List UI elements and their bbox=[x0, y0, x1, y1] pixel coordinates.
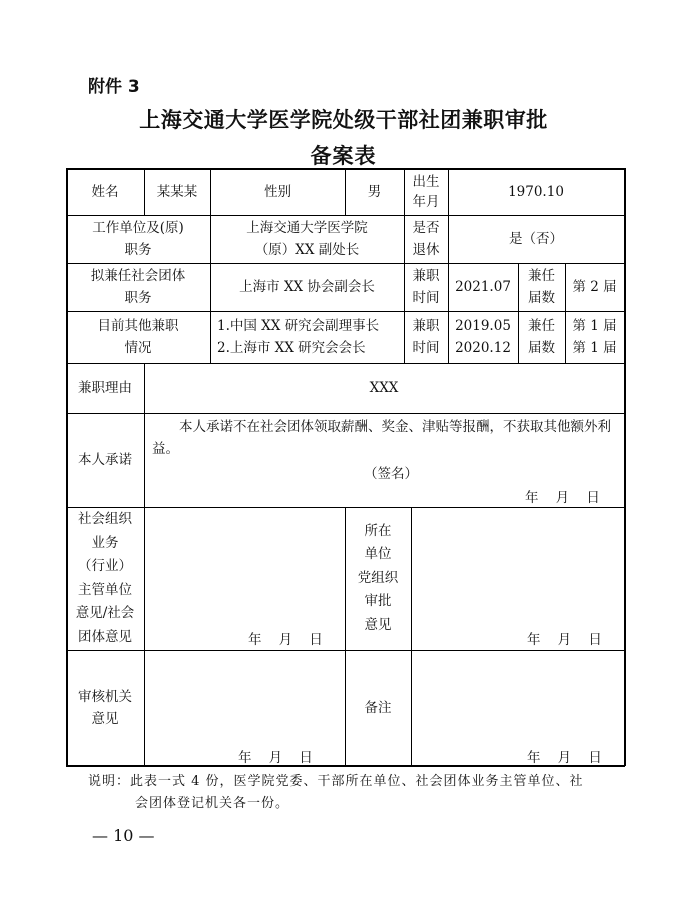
party-label-line3: 党组织 bbox=[357, 569, 399, 586]
birth-value: 1970.10 bbox=[508, 183, 564, 200]
note-line1: 说明：此表一式 4 份，医学院党委、干部所在单位、社会团体业务主管单位、社 bbox=[88, 774, 584, 789]
supervisor-label-line2: 业务 bbox=[91, 534, 119, 551]
post-label-line1: 拟兼任社会团体 bbox=[90, 268, 186, 284]
other-term-label bbox=[518, 311, 565, 363]
post-term-value: 第 2 届 bbox=[572, 279, 617, 295]
birth-label-line2: 年月 bbox=[412, 193, 440, 210]
post-term-label-line2: 届数 bbox=[528, 290, 555, 306]
other-term-value-line1: 第 1 届 bbox=[572, 318, 617, 334]
gender-value: 男 bbox=[367, 183, 382, 200]
party-label-line1: 所在 bbox=[364, 522, 392, 539]
other-label-line1: 目前其他兼职 bbox=[97, 318, 179, 334]
form-subtitle: 备案表 bbox=[310, 143, 377, 168]
other-term-value bbox=[565, 311, 624, 363]
unit-value bbox=[210, 215, 404, 263]
promise-date: 年 月 日 bbox=[525, 490, 600, 506]
post-term-label-line1: 兼任 bbox=[528, 268, 555, 284]
review-label-line2: 意见 bbox=[91, 710, 119, 727]
retired-label bbox=[404, 215, 448, 263]
other-value-line2: 2.上海市 XX 研究会会长 bbox=[217, 340, 366, 356]
other-label-line2: 情况 bbox=[124, 340, 152, 356]
unit-label-line2: 职务 bbox=[124, 242, 152, 258]
promise-text: 本人承诺不在社会团体领取薪酬、奖金、津贴等报酬，不获取其他额外利益。 bbox=[152, 419, 611, 457]
post-time-label-line1: 兼职 bbox=[412, 268, 440, 284]
other-term-label-line2: 届数 bbox=[528, 340, 555, 356]
supervisor-opinion-date: 年 月 日 bbox=[248, 632, 323, 648]
birth-label-line1: 出生 bbox=[412, 173, 440, 190]
post-label-line2: 职务 bbox=[124, 290, 152, 306]
post-term-label bbox=[518, 263, 565, 311]
supervisor-label-line6: 团体意见 bbox=[78, 628, 132, 645]
party-opinion-label bbox=[345, 507, 411, 650]
form-title: 上海交通大学医学院处级干部社团兼职审批 bbox=[139, 107, 548, 132]
name-value: 某某某 bbox=[156, 183, 198, 200]
post-time-value: 2021.07 bbox=[455, 279, 511, 295]
unit-value-line2: （原）XX 副处长 bbox=[254, 242, 360, 258]
note-line2: 会团体登记机关各一份。 bbox=[135, 796, 290, 811]
party-label-line5: 意见 bbox=[364, 616, 392, 633]
birth-label bbox=[404, 168, 448, 215]
gender-label: 性别 bbox=[264, 183, 291, 200]
other-time-label-line2: 时间 bbox=[412, 340, 440, 356]
unit-value-line1: 上海交通大学医学院 bbox=[246, 220, 368, 236]
attachment-label: 附件 3 bbox=[88, 77, 140, 97]
retired-label-line2: 退休 bbox=[412, 242, 440, 258]
remarks-date: 年 月 日 bbox=[527, 750, 602, 766]
other-time-value-line2: 2020.12 bbox=[455, 340, 511, 356]
retired-label-line1: 是否 bbox=[412, 220, 440, 236]
supervisor-label-line3: （行业） bbox=[78, 558, 132, 574]
supervisor-label-line1: 社会组织 bbox=[78, 511, 132, 527]
party-label-line4: 审批 bbox=[364, 593, 392, 610]
name-label: 姓名 bbox=[91, 183, 119, 200]
post-time-label-line2: 时间 bbox=[412, 290, 440, 306]
other-time-value bbox=[448, 311, 518, 363]
promise-signature: （签名） bbox=[364, 466, 418, 482]
other-value bbox=[210, 311, 404, 363]
reason-label: 兼职理由 bbox=[78, 380, 132, 396]
unit-label bbox=[66, 215, 210, 263]
retired-value: 是（否） bbox=[509, 231, 563, 247]
review-opinion-date: 年 月 日 bbox=[238, 750, 313, 766]
post-value: 上海市 XX 协会副会长 bbox=[239, 279, 375, 295]
party-opinion-date: 年 月 日 bbox=[527, 632, 602, 648]
supervisor-opinion-label bbox=[66, 507, 144, 650]
supervisor-label-line4: 主管单位 bbox=[78, 581, 132, 598]
other-value-line1: 1.中国 XX 研究会副理事长 bbox=[217, 318, 380, 334]
party-label-line2: 单位 bbox=[364, 546, 392, 563]
review-opinion-label bbox=[66, 650, 144, 765]
unit-label-line1: 工作单位及(原) bbox=[92, 220, 184, 236]
page-number: — 10 — bbox=[92, 826, 155, 845]
other-term-label-line1: 兼任 bbox=[528, 318, 555, 334]
other-label bbox=[66, 311, 210, 363]
other-time-label-line1: 兼职 bbox=[412, 318, 440, 334]
other-time-label bbox=[404, 311, 448, 363]
other-term-value-line2: 第 1 届 bbox=[572, 340, 617, 356]
form-note bbox=[88, 771, 628, 815]
reason-value: XXX bbox=[369, 380, 399, 396]
review-label-line1: 审核机关 bbox=[78, 688, 132, 705]
remarks-label: 备注 bbox=[364, 699, 392, 716]
post-label bbox=[66, 263, 210, 311]
post-time-label bbox=[404, 263, 448, 311]
other-time-value-line1: 2019.05 bbox=[455, 318, 511, 334]
promise-label: 本人承诺 bbox=[78, 452, 132, 468]
supervisor-label-line5: 意见/社会 bbox=[75, 605, 135, 621]
